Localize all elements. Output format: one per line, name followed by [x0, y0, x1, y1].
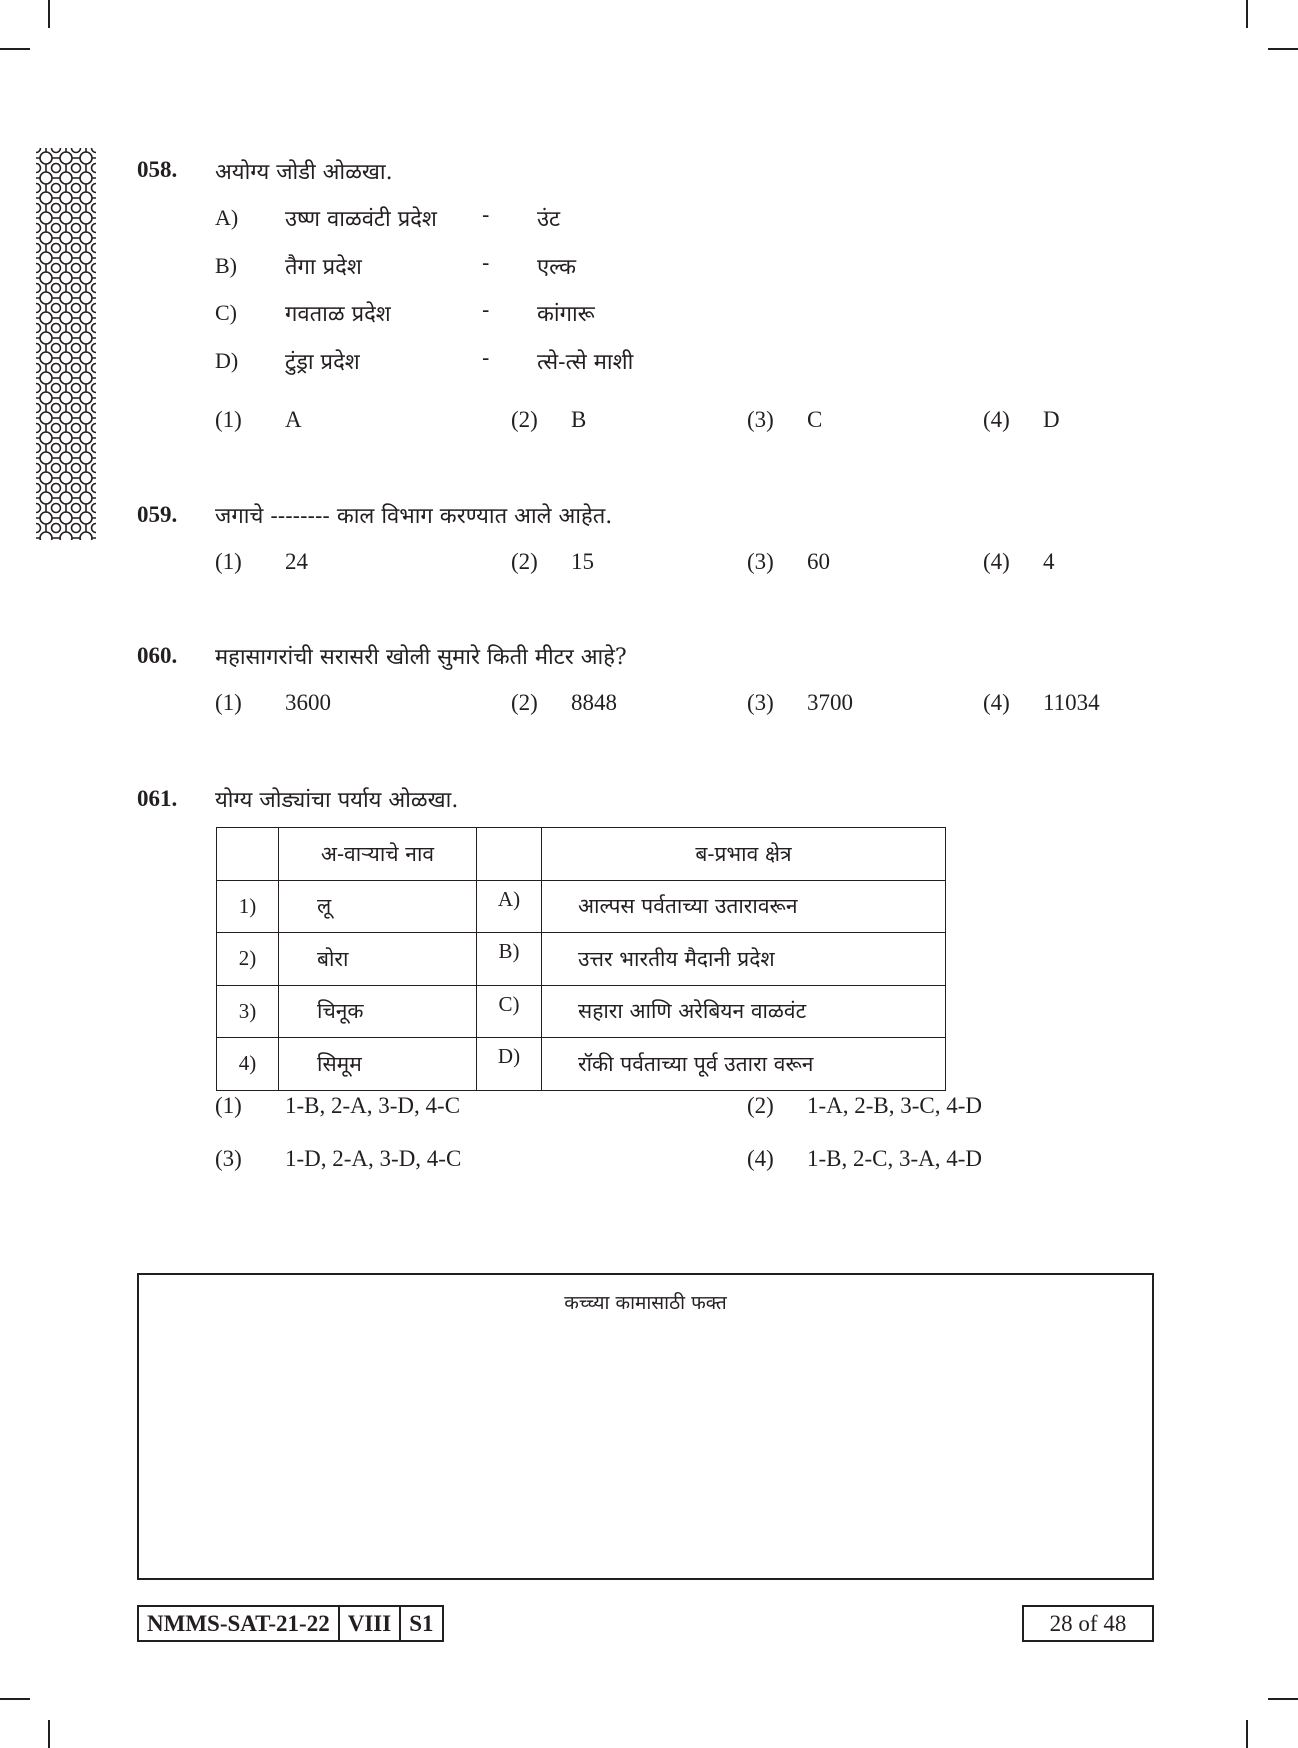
- pair-right: कांगारू: [537, 302, 595, 327]
- question-text: जगाचे -------- काल विभाग करण्यात आले आहेत.: [215, 504, 613, 529]
- answer-option[interactable]: (1) 1-B, 2-A, 3-D, 4-C: [215, 1093, 461, 1118]
- answer-option[interactable]: (3) 60: [747, 549, 830, 574]
- pair-label: B): [215, 253, 237, 278]
- answer-option[interactable]: (3) 1-D, 2-A, 3-D, 4-C: [215, 1146, 462, 1171]
- pair-left: तैगा प्रदेश: [285, 255, 362, 280]
- pair-left: उष्ण वाळवंटी प्रदेश: [285, 207, 437, 232]
- crop-mark: [48, 1720, 50, 1748]
- answer-option[interactable]: (1) A: [215, 407, 302, 432]
- rough-work-title: कच्च्या कामासाठी फक्त: [564, 1292, 727, 1314]
- pair-dash: -: [482, 251, 490, 276]
- pair-dash: -: [482, 298, 490, 323]
- table-header-row: [217, 828, 946, 881]
- crop-mark: [1246, 1720, 1248, 1748]
- crop-mark: [1246, 0, 1248, 28]
- question-text: अयोग्य जोडी ओळखा.: [215, 160, 393, 185]
- answer-option[interactable]: (2) 15: [511, 549, 594, 574]
- paper-code-box: [137, 1605, 444, 1642]
- table-row: 2) बोरा B) उत्तर भारतीय मैदानी प्रदेश: [217, 933, 946, 986]
- question-number: 060.: [137, 643, 178, 668]
- pair-right: एल्क: [537, 255, 576, 280]
- answer-option[interactable]: (4) D: [983, 407, 1060, 432]
- page-number: 28 of 48: [1022, 1605, 1154, 1642]
- class-code: VIII: [340, 1607, 401, 1640]
- answer-option[interactable]: (4) 1-B, 2-C, 3-A, 4-D: [747, 1146, 983, 1171]
- rough-work-box: [137, 1273, 1154, 1580]
- crop-mark: [0, 48, 30, 50]
- pair-left: टुंड्रा प्रदेश: [285, 350, 360, 375]
- answer-option[interactable]: (2) 8848: [511, 690, 617, 715]
- crop-mark: [1268, 48, 1298, 50]
- crop-mark: [0, 1698, 30, 1700]
- table-row: 3) चिनूक C) सहारा आणि अरेबियन वाळवंट: [217, 985, 946, 1038]
- question-number: 061.: [137, 786, 178, 811]
- answer-option[interactable]: (4) 4: [983, 549, 1055, 574]
- answer-option[interactable]: (1) 24: [215, 549, 308, 574]
- pair-label: D): [215, 348, 239, 373]
- answer-option[interactable]: (2) B: [511, 407, 587, 432]
- set-code: S1: [409, 1611, 434, 1636]
- matching-table: [216, 827, 946, 1091]
- column-header: अ-वाऱ्याचे नाव: [279, 828, 477, 881]
- pair-right: उंट: [537, 207, 561, 232]
- question-text: योग्य जोड्यांचा पर्याय ओळखा.: [215, 788, 459, 813]
- answer-option[interactable]: (3) C: [747, 407, 823, 432]
- crop-mark: [48, 0, 50, 28]
- pair-label: C): [215, 300, 237, 325]
- pair-label: A): [215, 205, 239, 230]
- question-number: 058.: [137, 157, 178, 182]
- table-row: 4) सिमूम D) रॉकी पर्वताच्या पूर्व उतारा वरून: [217, 1038, 946, 1091]
- question-text: महासागरांची सरासरी खोली सुमारे किती मीटर आहे?: [215, 645, 627, 670]
- exam-code: NMMS-SAT-21-22: [139, 1607, 340, 1640]
- pair-dash: -: [482, 203, 490, 228]
- table-row: 1) लू A) आल्पस पर्वताच्या उतारावरून: [217, 880, 946, 933]
- crop-mark: [1268, 1698, 1298, 1700]
- column-header: ब-प्रभाव क्षेत्र: [542, 828, 946, 881]
- answer-option[interactable]: (4) 11034: [983, 690, 1100, 715]
- pair-dash: -: [482, 346, 490, 371]
- answer-option[interactable]: (2) 1-A, 2-B, 3-C, 4-D: [747, 1093, 983, 1118]
- decorative-border-pattern: [36, 148, 96, 540]
- pair-right: त्से-त्से माशी: [537, 350, 634, 375]
- answer-option[interactable]: (1) 3600: [215, 690, 331, 715]
- answer-option[interactable]: (3) 3700: [747, 690, 853, 715]
- pair-left: गवताळ प्रदेश: [285, 302, 391, 327]
- question-number: 059.: [137, 502, 178, 527]
